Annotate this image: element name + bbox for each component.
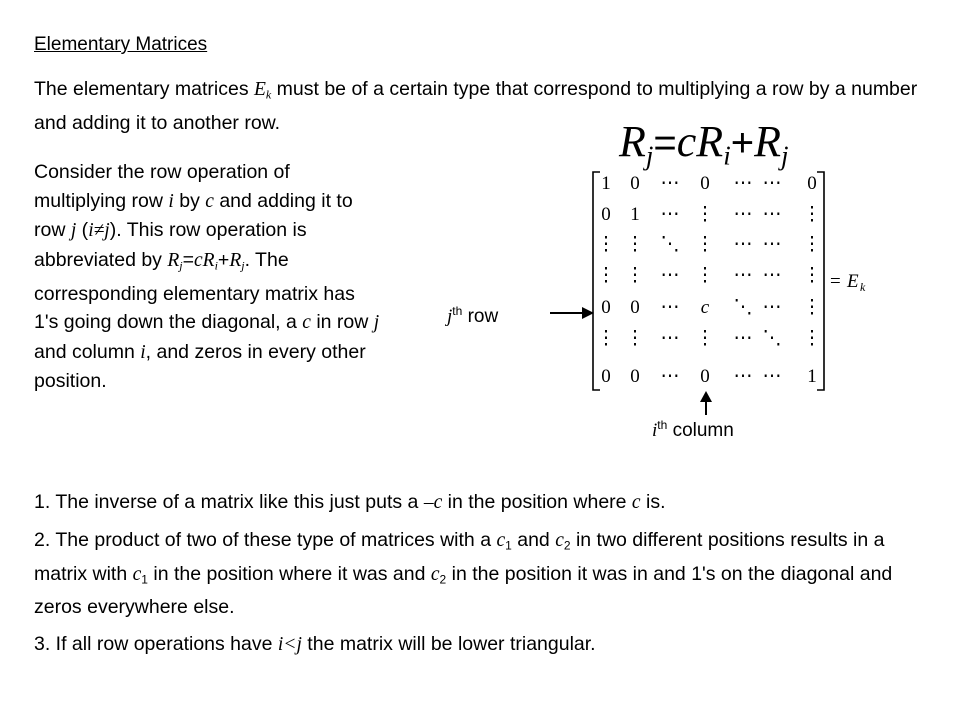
explanation-text: ). This row operation is abbreviated by	[34, 219, 307, 271]
matrix-cell-r5-c1: 0	[601, 297, 611, 318]
matrix-cell-r2-c1: 0	[601, 204, 611, 225]
intro-text-2: must be of a certain type that correspond to multiplying a row by a number and adding it to another row.	[34, 78, 918, 134]
matrix-cell-r5-c4: c	[700, 297, 710, 318]
var-r: R	[229, 249, 242, 271]
matrix-cell-r4-c2: ⋮	[625, 265, 645, 286]
inequality-i-lt-j: i<j	[277, 634, 302, 656]
label-j: j	[447, 306, 453, 328]
label-th: th	[657, 418, 668, 432]
matrix-cell-r7-c3: ⋯	[660, 366, 680, 387]
label-th: th	[452, 304, 463, 318]
property-3	[34, 630, 934, 659]
column-arrow-head	[700, 391, 712, 402]
property-text: 3. If all row operations have	[34, 633, 278, 656]
matrix-cell-r6-c1: ⋮	[596, 328, 616, 349]
matrix-cell-r1-c5: ⋯	[733, 173, 753, 194]
sub-1: 1	[141, 572, 148, 587]
var-c: c	[631, 492, 641, 513]
var-cr: cR	[194, 249, 215, 271]
var-r: R	[167, 249, 180, 271]
matrix-cell-r3-c3: ⋱	[660, 234, 680, 255]
property-text: in the position where	[442, 491, 632, 513]
sub-i: i	[214, 258, 218, 273]
formula-r3: R	[754, 117, 781, 166]
property-text: in the position where it was and	[147, 562, 431, 585]
matrix-cell-r1-c7: 0	[807, 173, 817, 194]
matrix-cell-r7-c1: 0	[601, 366, 611, 387]
var-i: i	[140, 341, 146, 363]
var-j: j	[373, 312, 380, 334]
inequality-i-ne-j: i≠j	[88, 220, 110, 241]
matrix-cell-r4-c4: ⋮	[695, 265, 715, 286]
explanation-text: Consider the row operation of multiplying row	[34, 161, 290, 212]
formula-equals: =	[653, 121, 677, 165]
equals-sign: =	[182, 248, 194, 271]
formula-r1: R	[619, 117, 646, 166]
ith-column-label	[652, 418, 734, 442]
matrix-e: E	[847, 271, 859, 292]
matrix-cell-r4-c6: ⋯	[762, 265, 782, 286]
var-c: c	[132, 563, 142, 585]
formula-i: i	[723, 140, 731, 171]
matrix-cell-r6-c2: ⋮	[625, 328, 645, 349]
matrix-cell-r7-c7: 1	[807, 366, 817, 387]
intro-text-1: The elementary matrices	[34, 78, 254, 100]
jth-row-label	[447, 304, 498, 328]
matrix-equals: =	[830, 271, 841, 292]
matrix-cell-r2-c5: ⋯	[733, 204, 753, 225]
matrix-cell-r7-c4: 0	[700, 366, 710, 387]
label-column-text: column	[667, 420, 734, 442]
formula-r2: R	[696, 117, 724, 166]
matrix-cell-r3-c1: ⋮	[596, 234, 616, 255]
formula-plus: +	[730, 121, 755, 165]
matrix-cell-r5-c5: ⋱	[733, 297, 753, 318]
var-neg-c: –c	[423, 492, 443, 513]
property-1	[34, 488, 934, 517]
matrix-cell-r5-c7: ⋮	[802, 297, 822, 318]
explanation-text: , and zeros in every other position.	[34, 340, 366, 393]
matrix-cell-r1-c1: 1	[601, 173, 611, 194]
explanation-text: by	[173, 189, 206, 212]
matrix-cell-r4-c3: ⋯	[660, 265, 680, 286]
property-text: and	[511, 529, 556, 551]
matrix-cell-r3-c4: ⋮	[695, 234, 715, 255]
symbol-e: E	[254, 79, 266, 100]
label-row-text: row	[462, 306, 499, 328]
matrix-cell-r1-c6: ⋯	[762, 173, 782, 194]
properties-list	[34, 488, 934, 668]
plus-sign: +	[217, 248, 230, 271]
explanation-text: and adding it to row	[34, 189, 353, 241]
property-text: in the position it was in and 1's on the diagonal and zeros everywhere else.	[34, 562, 893, 619]
matrix-cell-r3-c2: ⋮	[625, 234, 645, 255]
property-text: in two different positions results in a matrix with	[34, 529, 885, 585]
matrix-cell-r1-c3: ⋯	[660, 173, 680, 194]
property-text: the matrix will be lower triangular.	[301, 633, 596, 656]
matrix-cell-r4-c1: ⋮	[596, 265, 616, 286]
matrix-cell-r3-c7: ⋮	[802, 234, 822, 255]
matrix-cell-r1-c4: 0	[700, 173, 710, 194]
matrix-cell-r7-c6: ⋯	[762, 366, 782, 387]
matrix-cell-r2-c6: ⋯	[762, 204, 782, 225]
property-text: 2. The product of two of these type of matrices with a	[34, 529, 497, 551]
matrix-cell-r1-c2: 0	[630, 173, 640, 194]
explanation-text: in row	[310, 311, 374, 334]
var-c: c	[555, 530, 564, 551]
matrix-cell-r3-c6: ⋯	[762, 234, 782, 255]
explanation-text: and column	[34, 340, 141, 363]
matrix-cell-r2-c2: 1	[630, 204, 640, 225]
slide-title: Elementary Matrices	[34, 34, 208, 55]
var-c: c	[430, 563, 440, 585]
formula-j2: j	[780, 140, 789, 171]
matrix-cell-r5-c2: 0	[630, 297, 640, 318]
label-i: i	[652, 420, 658, 442]
var-j: j	[70, 220, 77, 241]
matrix-cell-r2-c7: ⋮	[802, 204, 822, 225]
matrix-cell-r5-c3: ⋯	[660, 297, 680, 318]
explanation-text: (	[76, 219, 89, 241]
property-text: 1. The inverse of a matrix like this just puts a	[34, 491, 424, 513]
matrix-cell-r2-c3: ⋯	[660, 204, 680, 225]
property-2	[34, 526, 934, 621]
matrix-cell-r2-c4: ⋮	[695, 204, 715, 225]
matrix-cell-r4-c5: ⋯	[733, 265, 753, 286]
sub-j: j	[179, 258, 183, 273]
matrix-cell-r7-c5: ⋯	[733, 366, 753, 387]
sub-2: 2	[563, 538, 571, 553]
matrix-cell-r4-c7: ⋮	[802, 265, 822, 286]
var-i: i	[168, 190, 174, 212]
formula-j1: j	[645, 140, 654, 171]
matrix-cell-r6-c5: ⋯	[733, 328, 753, 349]
matrix-k: k	[860, 280, 866, 294]
var-c: c	[205, 190, 214, 212]
symbol-k: k	[265, 87, 272, 102]
matrix-cell-r3-c5: ⋯	[733, 234, 753, 255]
property-text: is.	[640, 491, 666, 513]
matrix-cell-r6-c6: ⋱	[762, 328, 782, 349]
sub-2: 2	[439, 572, 447, 587]
matrix-cell-r5-c6: ⋯	[762, 297, 782, 318]
matrix-cell-r6-c4: ⋮	[695, 328, 715, 349]
sub-1: 1	[505, 538, 512, 553]
sub-j: j	[241, 258, 245, 273]
matrix-cell-r7-c2: 0	[630, 366, 640, 387]
var-c: c	[302, 312, 311, 334]
formula-c: c	[676, 117, 697, 166]
matrix-cell-r6-c7: ⋮	[802, 328, 822, 349]
matrix-cells	[597, 173, 822, 387]
matrix-cell-r6-c3: ⋯	[660, 328, 680, 349]
explanation-text: . The corresponding elementary matrix has 1's going down the diagonal, a	[34, 248, 355, 334]
var-c: c	[496, 530, 506, 551]
